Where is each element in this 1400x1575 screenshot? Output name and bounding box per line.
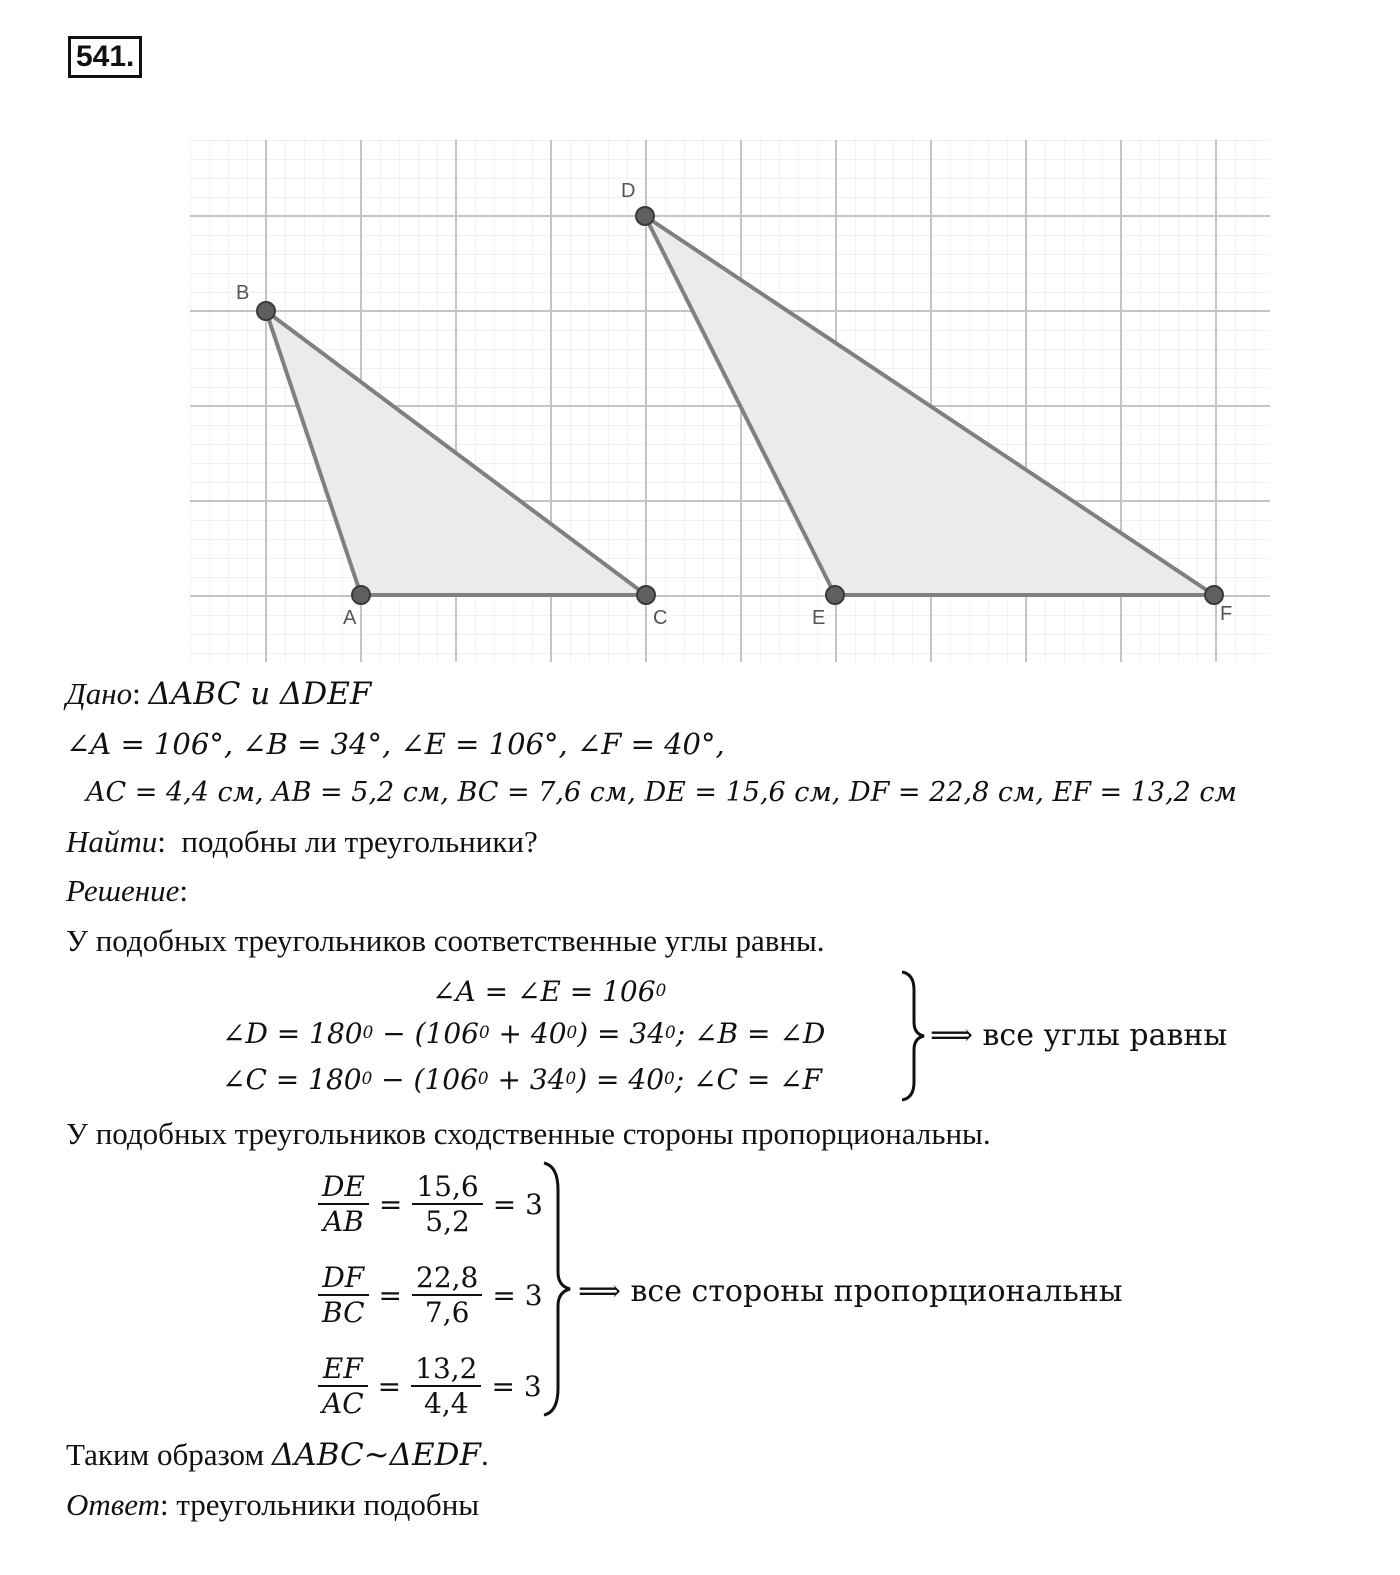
sides-brace <box>540 1160 574 1418</box>
label-e: E <box>812 607 826 629</box>
ratio-values: $\frac{22,8}{7,6}$ <box>412 1261 482 1329</box>
angle-eq-3: ∠C = $180^0 - (106^0 + 34^0) = 40^0$; ∠C = ∠F <box>222 1063 823 1096</box>
conclusion-line: Таким образом ΔABC~ΔEDF. <box>66 1437 489 1473</box>
sides-conclusion: ⟹ все стороны пропорциональны <box>578 1274 1123 1309</box>
find-line: Найти: подобны ли треугольники? <box>66 824 538 859</box>
angles-intro: У подобных треугольников соответственные углы равны. <box>66 923 825 958</box>
ratio-sides: $\frac{DE}{AB}$ <box>318 1170 369 1238</box>
find-label: Найти <box>66 824 158 859</box>
conclusion-math: ΔABC~ΔEDF <box>271 1437 482 1473</box>
given-sides: AC = 4,4 см, AB = 5,2 см, BC = 7,6 см, DE = 15,6 см, DF = 22,8 см, EF = 13,2 см <box>86 777 1237 808</box>
label-d: D <box>621 180 636 202</box>
solution-label-line: Решение: <box>66 873 188 908</box>
ratio-equals: = <box>378 1187 403 1221</box>
triangles-figure <box>0 0 1400 670</box>
given-label: Дано <box>66 676 133 711</box>
point-f <box>1205 586 1223 604</box>
ratio-result: = 3 <box>491 1369 542 1403</box>
angle-eq-1: ∠A = ∠E = $106^0$ <box>432 975 667 1008</box>
ratio-values: $\frac{13,2}{4,4}$ <box>411 1352 481 1420</box>
angles-conclusion: ⟹ все углы равны <box>930 1018 1228 1053</box>
ratio-result: = 3 <box>492 1187 543 1221</box>
sides-intro: У подобных треугольников сходственные стороны пропорциональны. <box>66 1116 991 1151</box>
ratio-equals: = <box>378 1278 402 1312</box>
label-f: F <box>1220 603 1233 625</box>
angles-brace <box>898 970 928 1102</box>
ratio-row <box>318 1251 543 1339</box>
find-text: подобны ли треугольники? <box>181 824 538 859</box>
point-b <box>257 302 275 320</box>
answer-label: Ответ <box>66 1487 160 1522</box>
label-c: C <box>653 607 668 629</box>
given-angles: ∠A = 106°, ∠B = 34°, ∠E = 106°, ∠F = 40°, <box>66 727 725 761</box>
label-b: B <box>236 282 250 304</box>
ratio-equals: = <box>377 1369 402 1403</box>
answer-line <box>66 1485 479 1525</box>
angle-eq-2: ∠D = $180^0 - (106^0 + 40^0) = 34^0$; ∠B = ∠D <box>222 1017 826 1050</box>
label-a: A <box>343 607 357 629</box>
ratio-values: $\frac{15,6}{5,2}$ <box>412 1170 482 1238</box>
ratio-row <box>318 1342 542 1430</box>
problem-number: 541. <box>68 36 142 78</box>
given-line: Дано: ΔABC и ΔDEF <box>66 676 372 712</box>
point-a <box>352 586 370 604</box>
ratio-sides: $\frac{DF}{BC}$ <box>318 1261 369 1329</box>
point-e <box>826 586 844 604</box>
given-triangles: ΔABC и ΔDEF <box>148 676 372 712</box>
ratio-result: = 3 <box>492 1278 543 1312</box>
ratio-row <box>318 1160 543 1248</box>
solution-label: Решение <box>66 873 180 908</box>
answer-text: : треугольники подобны <box>159 1487 480 1522</box>
ratio-sides: $\frac{EF}{AC}$ <box>318 1352 368 1420</box>
point-c <box>637 586 655 604</box>
point-d <box>636 207 654 225</box>
